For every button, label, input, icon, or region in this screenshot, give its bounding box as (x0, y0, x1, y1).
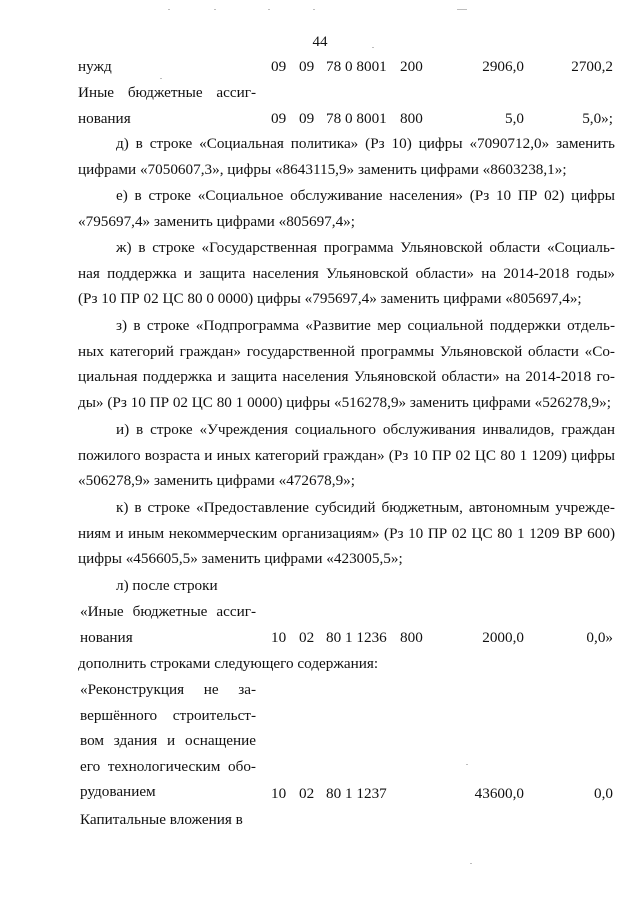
row-name-line: рудованием (80, 783, 156, 801)
scan-speck (457, 9, 467, 10)
scan-speck (470, 863, 472, 864)
row-name-line: вом здания и оснащение (80, 732, 256, 750)
cell-sum-2: 0,0» (586, 629, 613, 646)
paragraph-line: ж) в строке «Государственная программа Ульяновской области «Социаль- (116, 239, 615, 256)
scan-speck (466, 764, 468, 765)
paragraph-line: л) после строки (116, 577, 218, 594)
paragraph-line: циальная поддержка и защита населения Ульяновской области» на 2014-2018 го- (78, 368, 615, 386)
cell-sum-2: 0,0 (594, 785, 613, 802)
cell-rz: 09 (271, 110, 287, 127)
cell-pr: 09 (299, 110, 315, 127)
row-name-line: нужд (78, 58, 112, 75)
row-name (80, 677, 256, 805)
row-name-line: Иные бюджетные ассиг- (78, 84, 256, 101)
paragraph-zh (78, 235, 615, 312)
scan-speck (313, 9, 315, 10)
cell-rz: 10 (271, 785, 287, 802)
paragraph-d (78, 131, 615, 182)
row-name (80, 599, 256, 650)
row-name-line: нования (80, 628, 133, 646)
page-number: 44 (312, 34, 328, 50)
row-name-line: его технологическим обо- (80, 757, 256, 775)
paragraph-i (78, 417, 615, 494)
paragraph-line: цифры «456605,5» заменить цифрами «423005,5»; (78, 550, 403, 568)
paragraph-line: ниям и иным некоммерческим организациям» (Рз 10 ПР 02 ЦС 80 1 1209 ВР 600) (78, 524, 615, 542)
row-name-line: нования (78, 109, 131, 127)
cell-rz: 09 (271, 58, 287, 75)
paragraph-line: ды» (Рз 10 ПР 02 ЦС 80 1 0000) цифры «516278,9» заменить цифрами «526278,9»; (78, 393, 611, 411)
row-name (78, 80, 256, 131)
row-name (80, 807, 256, 833)
paragraph-line: к) в строке «Предоставление субсидий бюджетным, автономным учрежде- (116, 499, 615, 516)
cell-pr: 02 (299, 629, 315, 646)
paragraph-k (78, 495, 615, 572)
cell-sum-1: 2000,0 (482, 629, 524, 646)
cell-pr: 09 (299, 58, 315, 75)
cell-cs: 78 0 8001 (326, 58, 387, 75)
scan-speck (214, 9, 216, 10)
scan-speck (160, 78, 162, 79)
cell-sum-2: 5,0»; (582, 110, 613, 127)
paragraph-line: ная поддержка и защита населения Ульяновской области» на 2014-2018 годы» (78, 264, 615, 282)
scan-speck (268, 9, 270, 10)
paragraph-l (78, 573, 615, 599)
cell-cs: 80 1 1237 (326, 785, 387, 802)
cell-cs: 80 1 1236 (326, 629, 387, 646)
row-name-line: «Реконструкция не за- (80, 681, 256, 698)
cell-vr: 800 (400, 629, 423, 646)
cell-vr: 200 (400, 58, 423, 75)
paragraph-e (78, 183, 615, 234)
row-name-line: Капитальные вложения в (80, 811, 243, 828)
paragraph-line: (Рз 10 ПР 02 ЦС 80 0 0000) цифры «795697,4» заменить цифрами «805697,4»; (78, 290, 582, 308)
paragraph-line: пожилого возраста и иных категорий граждан» (Рз 10 ПР 02 ЦС 80 1 1209) цифры (78, 446, 615, 464)
paragraph-line: д) в строке «Социальная политика» (Рз 10) цифры «7090712,0» заменить (116, 135, 615, 152)
cell-sum-2: 2700,2 (571, 58, 613, 75)
cell-rz: 10 (271, 629, 287, 646)
row-name (78, 54, 256, 80)
paragraph-line: цифрами «7050607,3», цифры «8643115,9» заменить цифрами «8603238,1»; (78, 160, 567, 178)
paragraph-line: и) в строке «Учреждения социального обслуживания инвалидов, граждан (116, 421, 615, 438)
paragraph-line: ных категорий граждан» государственной программы Ульяновской области «Со- (78, 342, 615, 360)
paragraph-line: «506278,9» заменить цифрами «472678,9»; (78, 472, 355, 490)
paragraph-line: «795697,4» заменить цифрами «805697,4»; (78, 212, 355, 230)
cell-pr: 02 (299, 785, 315, 802)
scan-speck (372, 47, 374, 48)
cell-sum-1: 2906,0 (482, 58, 524, 75)
cell-sum-1: 5,0 (505, 110, 524, 127)
cell-sum-1: 43600,0 (474, 785, 524, 802)
paragraph-z (78, 313, 615, 415)
paragraph-line: з) в строке «Подпрограмма «Развитие мер социальной поддержки отдель- (116, 317, 615, 334)
row-name-line: «Иные бюджетные ассиг- (80, 603, 256, 620)
add-rows-text: дополнить строками следующего содержания: (78, 655, 379, 672)
row-name-line: вершённого строительст- (80, 706, 256, 724)
paragraph-line: е) в строке «Социальное обслуживание населения» (Рз 10 ПР 02) цифры (116, 187, 615, 204)
cell-cs: 78 0 8001 (326, 110, 387, 127)
cell-vr: 800 (400, 110, 423, 127)
scan-speck (168, 9, 170, 10)
